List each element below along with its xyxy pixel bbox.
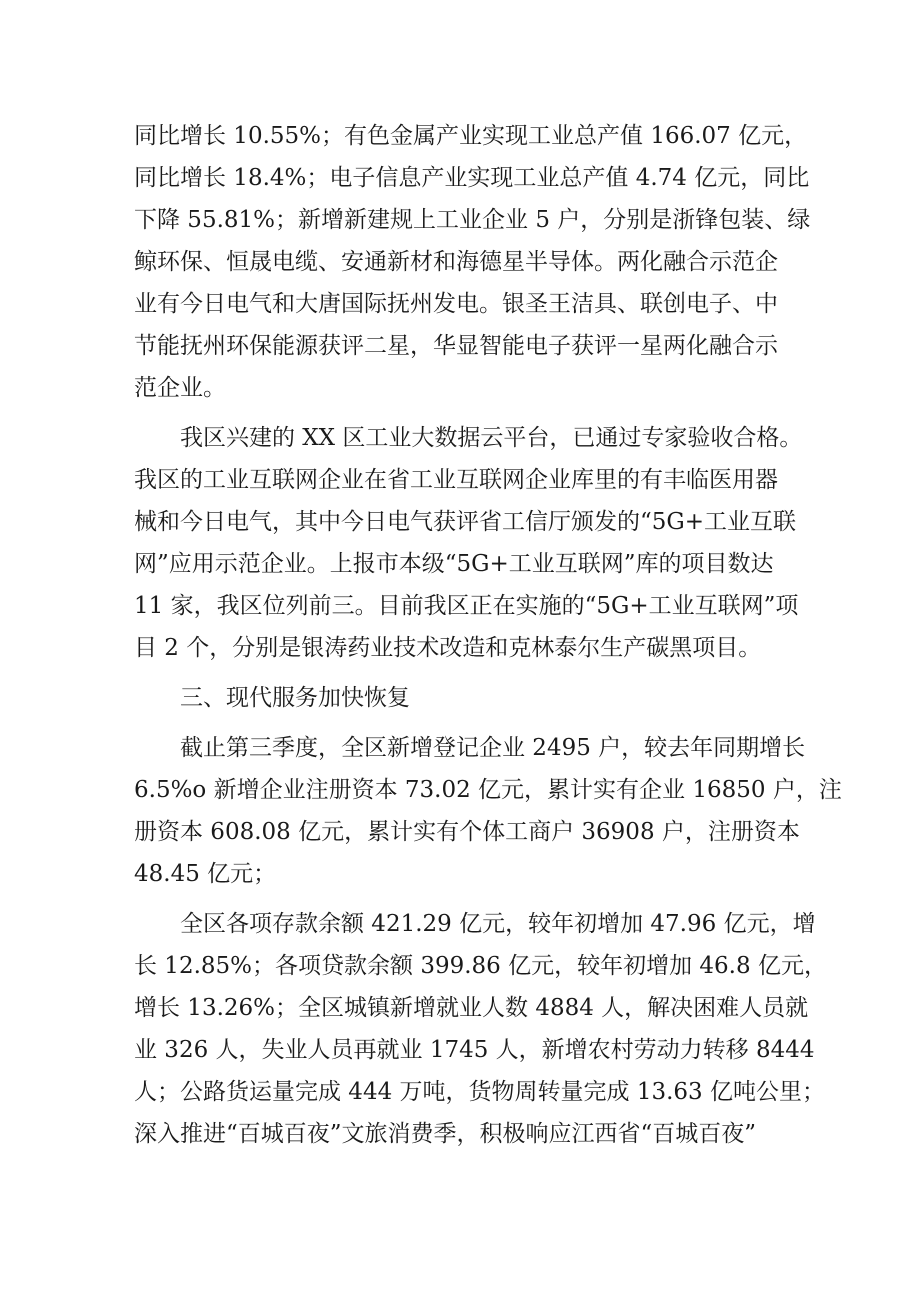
paragraph-line: 网”应用示范企业。上报市本级“5G+工业互联网”库的项目数达 bbox=[134, 551, 774, 577]
paragraph-line: 11 家，我区位列前三。目前我区正在实施的“5G+工业互联网”项 bbox=[134, 593, 799, 619]
paragraph-line: 械和今日电气，其中今日电气获评省工信厅颁发的“5G+工业互联 bbox=[134, 509, 797, 535]
paragraph-line: 业有今日电气和大唐国际抚州发电。银圣王洁具、联创电子、中 bbox=[134, 291, 778, 317]
paragraph-line: 长 12.85%；各项贷款余额 399.86 亿元，较年初增加 46.8 亿元， bbox=[134, 953, 827, 979]
section-heading: 三、现代服务加快恢复 bbox=[180, 685, 410, 711]
paragraph-line: 截止第三季度，全区新增登记企业 2495 户，较去年同期增长 bbox=[180, 735, 806, 761]
paragraph-line: 我区兴建的 XX 区工业大数据云平台，已通过专家验收合格。 bbox=[180, 425, 803, 451]
paragraph-line: 节能抚州环保能源获评二星，华显智能电子获评一星两化融合示 bbox=[134, 333, 778, 359]
paragraph-line: 增长 13.26%；全区城镇新增就业人数 4884 人，解决困难人员就 bbox=[134, 995, 809, 1021]
paragraph-line: 人；公路货运量完成 444 万吨，货物周转量完成 13.63 亿吨公里； bbox=[134, 1079, 825, 1105]
paragraph-line: 我区的工业互联网企业在省工业互联网企业库里的有丰临医用器 bbox=[134, 467, 778, 493]
paragraph-line: 48.45 亿元； bbox=[134, 861, 277, 887]
paragraph-line: 目 2 个，分别是银涛药业技术改造和克林泰尔生产碳黑项目。 bbox=[134, 635, 762, 661]
paragraph-line: 6.5%o 新增企业注册资本 73.02 亿元，累计实有企业 16850 户，注 bbox=[134, 777, 842, 803]
paragraph-line: 全区各项存款余额 421.29 亿元，较年初增加 47.96 亿元，增 bbox=[180, 911, 816, 937]
paragraph-line: 下降 55.81%；新增新建规上工业企业 5 户，分别是浙锋包装、绿 bbox=[134, 207, 811, 233]
paragraph-line: 业 326 人，失业人员再就业 1745 人，新增农村劳动力转移 8444 bbox=[134, 1037, 815, 1063]
paragraph-line: 深入推进“百城百夜”文旅消费季，积极响应江西省“百城百夜” bbox=[134, 1121, 757, 1147]
paragraph-line: 册资本 608.08 亿元，累计实有个体工商户 36908 户，注册资本 bbox=[134, 819, 800, 845]
paragraph-line: 范企业。 bbox=[134, 375, 226, 401]
paragraph-line: 同比增长 10.55%；有色金属产业实现工业总产值 166.07 亿元， bbox=[134, 123, 808, 149]
paragraph-line: 同比增长 18.4%；电子信息产业实现工业总产值 4.74 亿元，同比 bbox=[134, 165, 810, 191]
paragraph-line: 鲸环保、恒晟电缆、安通新材和海德星半导体。两化融合示范企 bbox=[134, 249, 778, 275]
